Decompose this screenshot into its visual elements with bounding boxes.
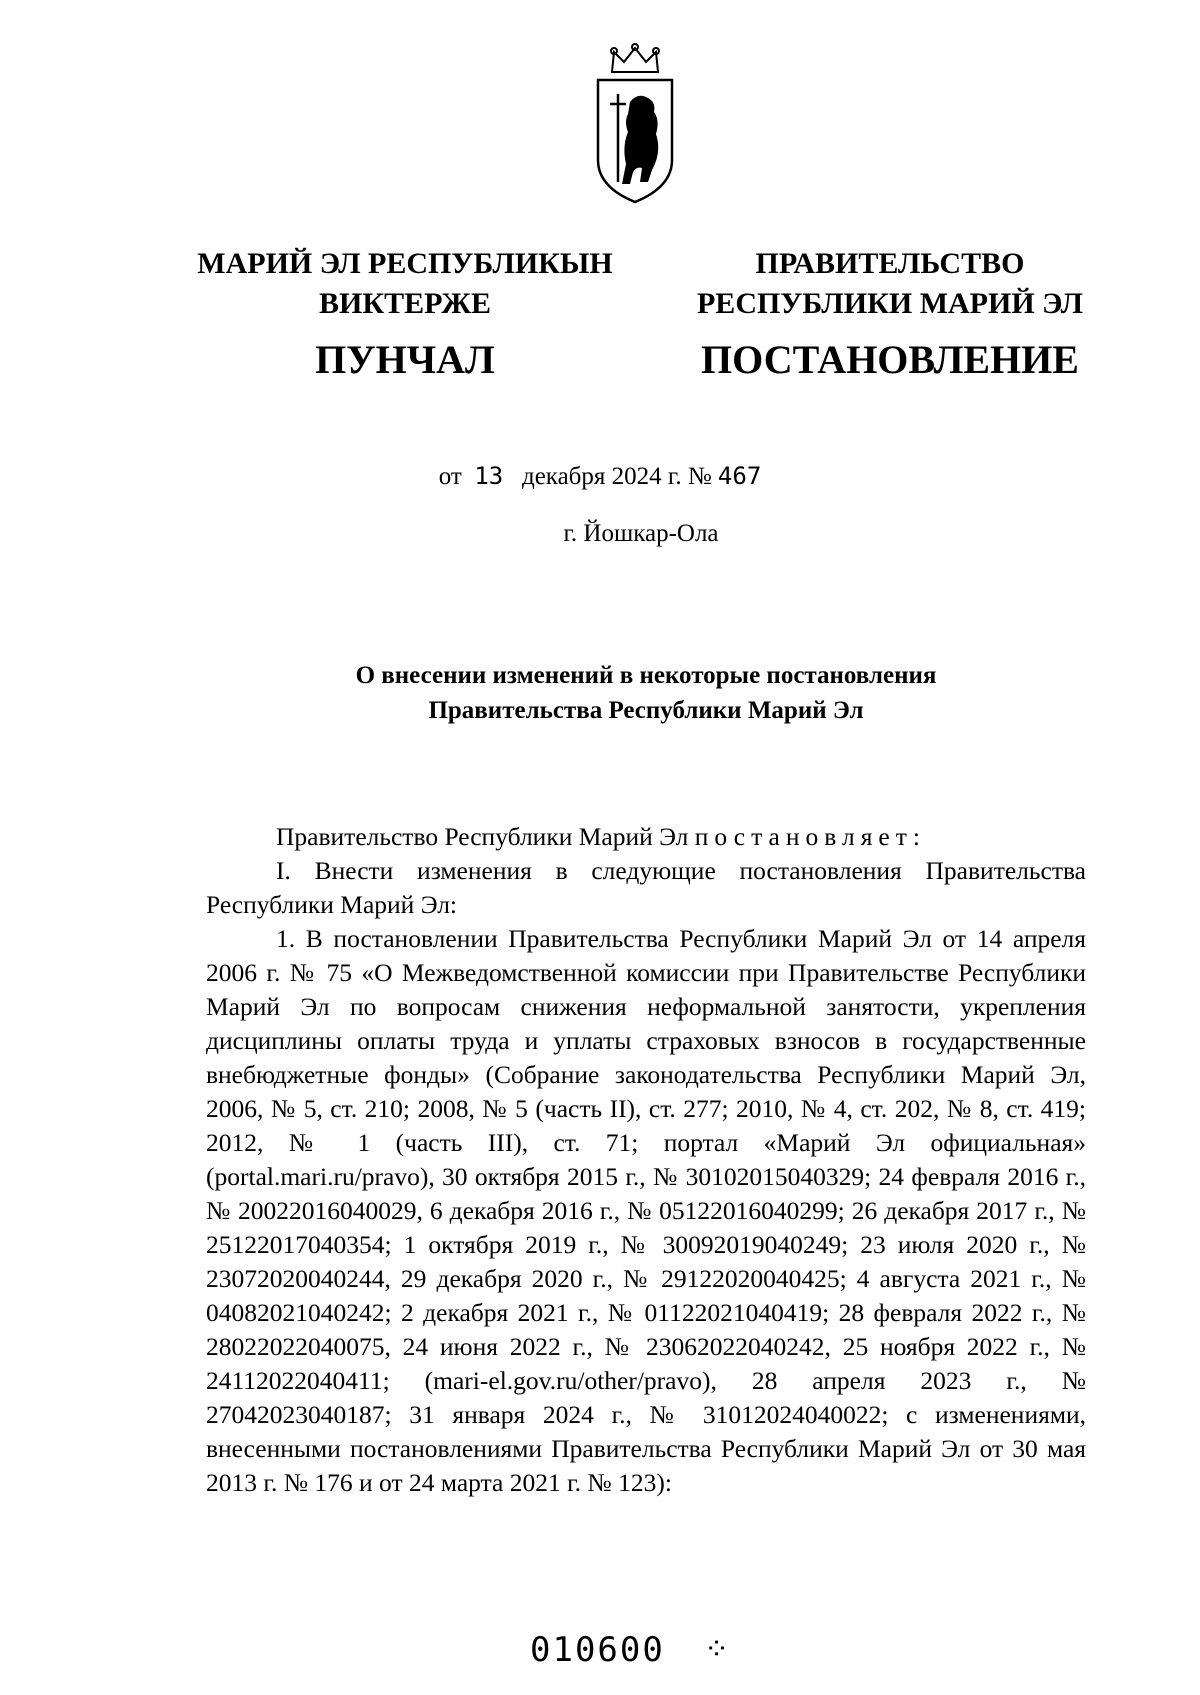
dateline-prefix: от — [438, 463, 462, 490]
dateline-number: 467 — [717, 462, 762, 490]
header-mari-doc-type: ПУНЧАЛ — [315, 337, 495, 382]
header-russian-block — [690, 244, 1090, 388]
document-body — [206, 820, 1086, 1500]
header-russian-line2: РЕСПУБЛИКИ МАРИЙ ЭЛ — [696, 287, 1083, 320]
header-mari-line1: МАРИЙ ЭЛ РЕСПУБЛИКЫН — [197, 247, 613, 280]
intro-text: Правительство Республики Марий Эл — [276, 822, 695, 851]
header-mari-block — [190, 244, 620, 388]
item-1-paragraph: 1. В постановлении Правительства Республики Марий Эл от 14 апреля 2006 г. № 75 «О Межведомственной комиссии при Правительстве Республики Марий Эл по вопросам снижения неформальной занятости, укрепления дисциплины оплаты труда и уплаты страховых взносов в государственные внебюджетные фонды» (Собрание законодательства Республики Марий Эл, 2006, № 5, ст. 210; 2008, № 5 (часть II), ст. 277; 2010, № 4, ст. 202, № 8, ст. 419; 2012, № 1 (часть III), ст. 71; портал «Марий Эл официальная» (portal.mari.ru/pravo), 30 октября 2015 г., № 30102015040329; 24 февраля 2016 г., № 20022016040029, 6 декабря 2016 г., № 05122016040299; 26 декабря 2017 г., № 25122017040354; 1 октября 2019 г., № 30092019040249; 23 июля 2020 г., № 23072020040244, 29 декабря 2020 г., № 29122020040425; 4 августа 2021 г., № 04082021040242; 2 декабря 2021 г., № 01122021040419; 28 февраля 2022 г., № 28022022040075, 24 июня 2022 г., № 23062022040242, 25 ноября 2022 г., № 24112022040411; (mari-el.gov.ru/other/pravo), 28 апреля 2023 г., № 27042023040187; 31 января 2024 г., № 31012024040022; с изменениями, внесенными постановлениями Правительства Республики Марий Эл от 30 мая 2013 г. № 176 и от 24 марта 2021 г. № 123): — [206, 924, 1086, 1497]
document-title — [206, 658, 1086, 728]
intro-paragraph — [206, 820, 1086, 854]
document-dateline — [0, 462, 1200, 491]
intro-decree-word: постановляет: — [694, 822, 926, 851]
dateline-month-year: декабря 2024 г. № — [521, 463, 712, 490]
header-russian-line1: ПРАВИТЕЛЬСТВО — [755, 247, 1025, 280]
dateline-day: 13 — [474, 462, 504, 490]
footer-mark-icon: ⁘ — [704, 1633, 730, 1666]
document-city: г. Йошкар-Ола — [563, 520, 719, 547]
header-mari-line2: ВИКТЕРЖЕ — [318, 287, 492, 320]
coat-of-arms-icon — [590, 42, 680, 212]
header-russian-doc-type: ПОСТАНОВЛЕНИЕ — [701, 337, 1079, 382]
section-1-paragraph: I. Внести изменения в следующие постановления Правительства Республики Марий Эл: — [206, 856, 1086, 919]
title-line1: О внесении изменений в некоторые постановления — [355, 662, 937, 689]
footer-serial-code: 010600 — [530, 1630, 665, 1670]
title-line2: Правительства Республики Марий Эл — [428, 697, 864, 724]
